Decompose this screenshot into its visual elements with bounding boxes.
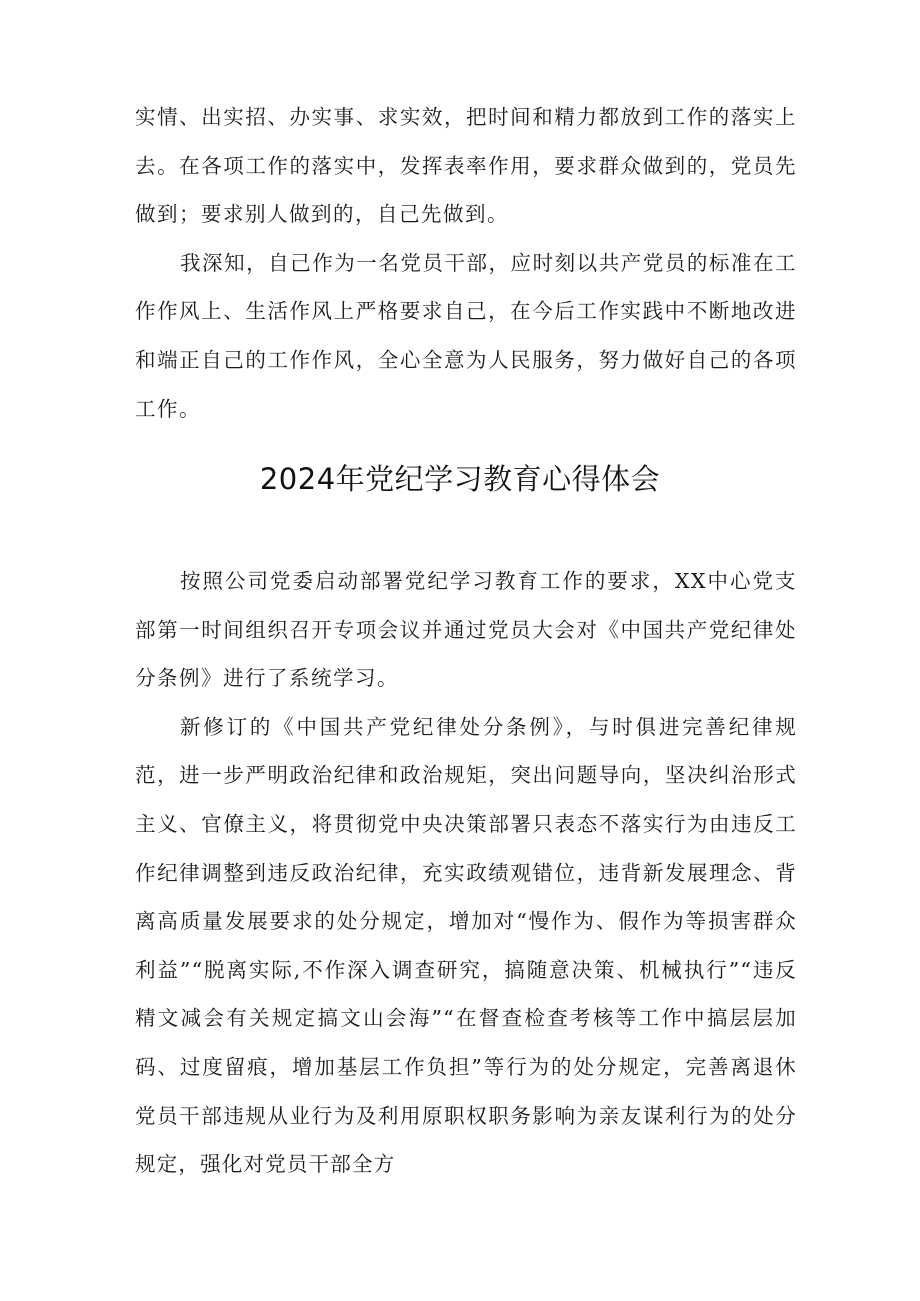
closing-paragraph: 我深知，自己作为一名党员干部，应时刻以共产党员的标准在工作作风上、生活作风上严格要求自己，在今后工作实践中不断地改进和端正自己的工作作风，全心全意为人民服务，努力做好自己的各项工作。 [135, 250, 797, 421]
intro-paragraph: 按照公司党委启动部署党纪学习教育工作的要求，XX中心党支部第一时间组织召开专项会议并通过党员大会对《中国共产党纪律处分条例》进行了系统学习。 [135, 569, 797, 691]
document-title: 2024年党纪学习教育心得体会 [259, 462, 661, 496]
continued-text-block [135, 93, 797, 433]
body-paragraph: 新修订的《中国共产党纪律处分条例》，与时俱进完善纪律规范，进一步严明政治纪律和政治规矩，突出问题导向，坚决纠治形式主义、官僚主义，将贯彻党中央决策部署只表态不落实行为由违反工作纪律调整到违反政治纪律，充实政绩观错位，违背新发展理念、背离高质量发展要求的处分规定，增加对“慢作为、假作为等损害群众利益”“脱离实际,不作深入调查研究，搞随意决策、机械执行”“违反精文减会有关规定搞文山会海”“在督查检查考核等工作中搞层层加码、过度留痕，增加基层工作负担”等行为的处分规定，完善离退休党员干部违规从业行为及利用原职权职务影响为亲友谋利行为的处分规定，强化对党员干部全方 [135, 714, 797, 1177]
continued-paragraph: 实情、出实招、办实事、求实效，把时间和精力都放到工作的落实上去。在各项工作的落实中，发挥表率作用，要求群众做到的，党员先做到；要求别人做到的，自己先做到。 [135, 105, 797, 227]
body-text-block [135, 557, 797, 1189]
